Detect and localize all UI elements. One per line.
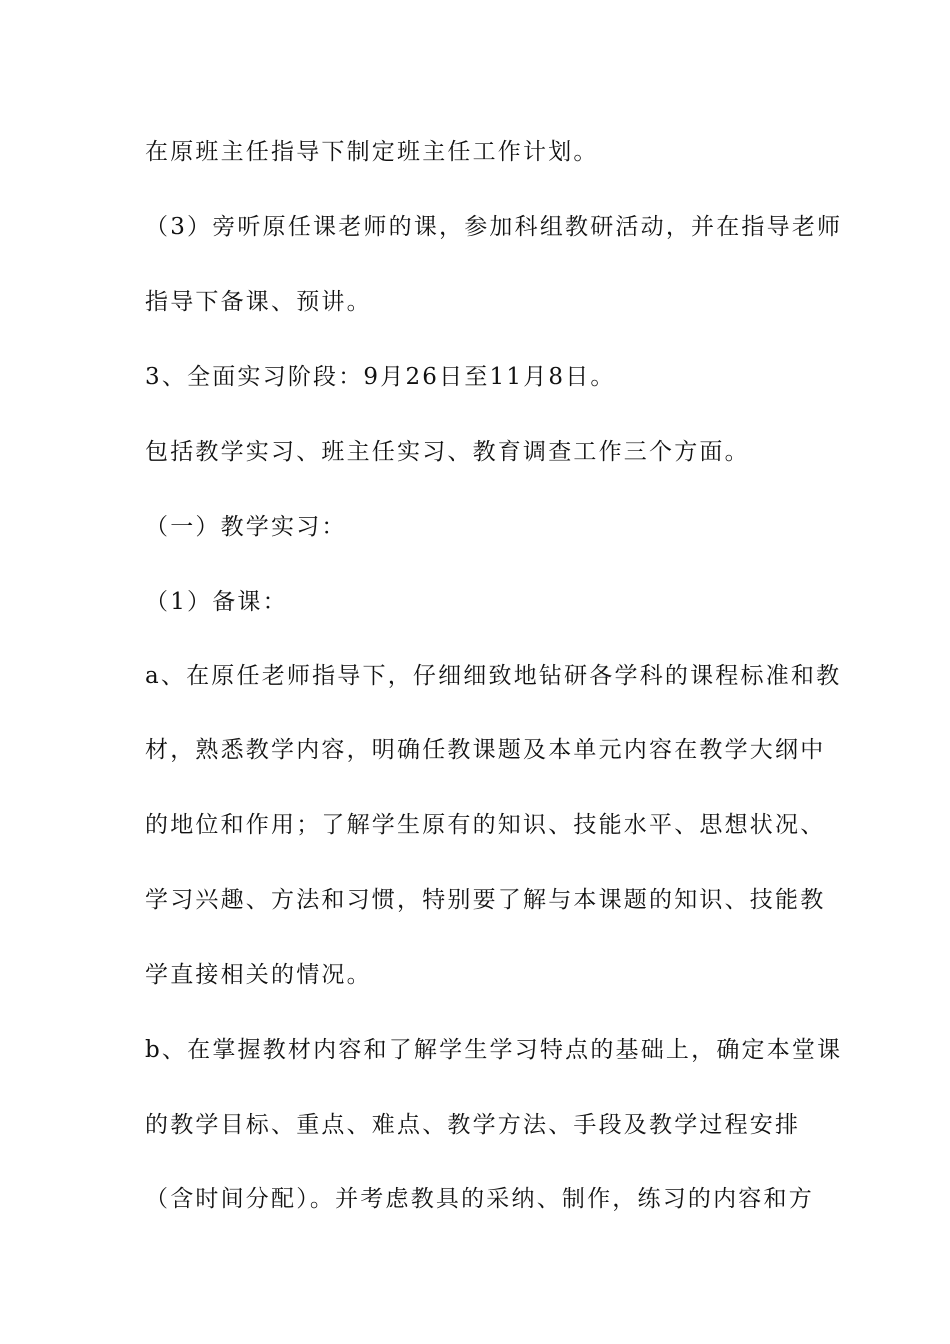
text-line-13: b、在掌握教材内容和了解学生学习特点的基础上，确定本堂课 — [145, 1037, 843, 1063]
text-line-15: （含时间分配）。并考虑教具的采纳、制作，练习的内容和方 — [145, 1186, 814, 1212]
text-line-5: 包括教学实习、班主任实习、教育调查工作三个方面。 — [145, 439, 750, 465]
text-line-10: 的地位和作用；了解学生原有的知识、技能水平、思想状况、 — [145, 812, 826, 838]
text-line-1: 在原班主任指导下制定班主任工作计划。 — [145, 139, 599, 165]
text-line-12: 学直接相关的情况。 — [145, 962, 372, 988]
text-line-8: a、在原任老师指导下，仔细细致地钻研各学科的课程标准和教 — [145, 663, 842, 689]
text-line-3: 指导下备课、预讲。 — [145, 289, 372, 315]
text-line-11: 学习兴趣、方法和习惯，特别要了解与本课题的知识、技能教 — [145, 887, 826, 913]
text-line-9: 材，熟悉教学内容，明确任教课题及本单元内容在教学大纲中 — [145, 737, 826, 763]
text-line-14: 的教学目标、重点、难点、教学方法、手段及教学过程安排 — [145, 1112, 801, 1138]
text-line-4: 3、全面实习阶段：9月26日至11月8日。 — [145, 364, 616, 390]
text-line-2: （3）旁听原任课老师的课，参加科组教研活动，并在指导老师 — [145, 214, 843, 240]
text-line-7: （1）备课： — [145, 589, 288, 615]
text-line-6: （一）教学实习： — [145, 514, 347, 540]
